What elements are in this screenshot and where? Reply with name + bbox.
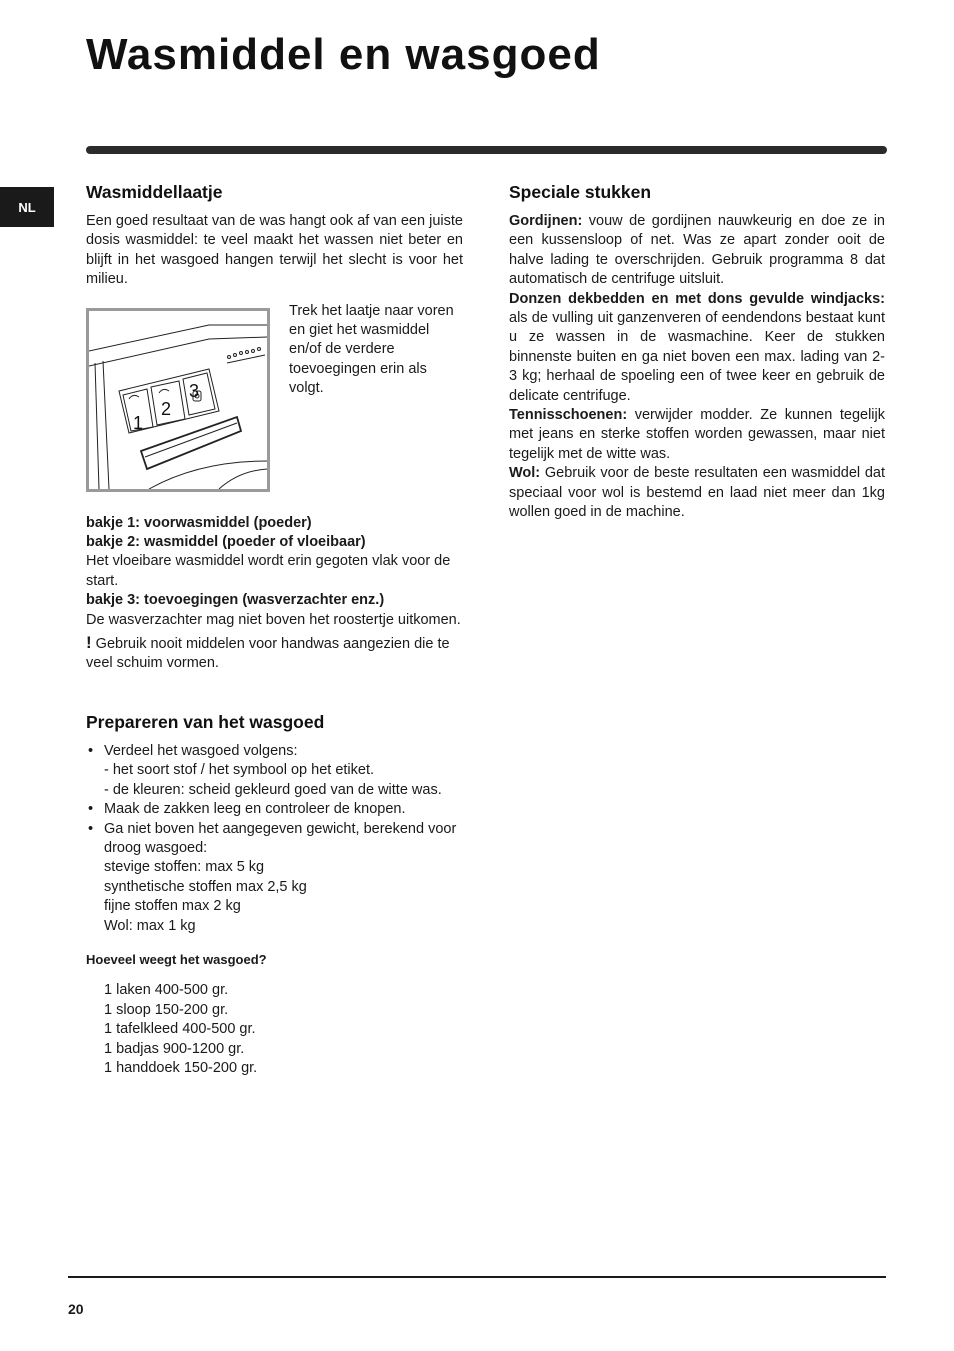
list-item-text: Verdeel het wasgoed volgens: [104,742,298,759]
curtains-text: vouw de gordijnen nauwkeurig en doe ze in een kussensloop of net. Was ze apart zonder ooit de halve lading te overschrijden. Gebruik programma 8 dat automatisch de centrifuge uitsluit. [509,213,885,288]
tray-number-1: 1 [133,412,144,433]
section-heading-preparing: Prepareren van het wasgoed [86,711,325,732]
limit-line: synthetische stoffen max 2,5 kg [104,878,307,895]
list-item [86,742,463,761]
list-item [86,820,463,936]
weight-line: 1 handdoek 150-200 gr. [104,1059,258,1076]
special-duvets [509,290,885,406]
title-rule [86,146,887,154]
detergent-drawer-figure [86,308,270,492]
weights-list [104,981,463,1078]
tray-3-note: De wasverzachter mag niet boven het roostertje uitkomen. [86,611,461,628]
duvets-text: als de vulling uit ganzenveren of eendendons bestaat kunt u ze wassen in de wasmachine. Keer de stukken binnenste buiten en ga niet boven een max. lading van 2-3 kg; herhaal de spoeling een of twee keer en gebruik de delicate centrifuge. [509,310,885,404]
tray-number-2: 2 [161,398,172,419]
bullet-icon: • [88,820,94,837]
special-tennis [509,406,885,464]
right-column [509,180,885,523]
left-column [86,180,463,1078]
limit-line: fijne stoffen max 2 kg [104,898,241,915]
warning-text: Gebruik nooit middelen voor handwas aangezien die te veel schuim vormen. [86,636,450,672]
language-tab: NL [0,187,54,227]
warning-note [86,633,463,674]
bullet-icon: • [88,801,94,818]
bullet-icon: • [88,742,94,759]
weight-line: 1 tafelkleed 400-500 gr. [104,1021,256,1038]
tray-number-3: 3 [189,380,200,401]
term-tennis: Tennisschoenen: [509,407,628,424]
limit-line: stevige stoffen: max 5 kg [104,859,265,876]
tray-2-note: Het vloeibare wasmiddel wordt erin gegoten vlak voor de start. [86,553,451,589]
weight-line: 1 laken 400-500 gr. [104,982,229,999]
limit-line: Wol: max 1 kg [104,917,196,934]
tray-3-label: bakje 3: toevoegingen (wasverzachter enz.) [86,592,385,609]
weights-heading: Hoeveel weegt het wasgoed? [86,951,267,967]
sub-item: - het soort stof / het symbool op het etiket. [104,762,374,779]
special-wool [509,464,885,522]
term-duvets: Donzen dekbedden en met dons gevulde windjacks: [509,290,885,307]
list-item-text: Maak de zakken leeg en controleer de knopen. [104,801,406,818]
preparing-list-cont [86,800,463,936]
preparing-section [86,710,463,1079]
weight-line: 1 sloop 150-200 gr. [104,1001,229,1018]
page-number: 20 [68,1301,84,1317]
figure-caption: Trek het laatje naar voren en giet het wasmiddel en/of de verdere toevoegingen erin als volgt. [289,302,454,397]
section-heading-special-items: Speciale stukken [509,182,652,202]
tennis-text: verwijder modder. Ze kunnen tegelijk met jeans en sterke stoffen worden gewassen, maar niet tegelijk met de witte was. [509,407,885,462]
weight-line: 1 badjas 900-1200 gr. [104,1040,245,1057]
sub-item: - de kleuren: scheid gekleurd goed van de witte was. [104,781,442,798]
special-curtains [509,212,885,290]
section-heading-detergent-drawer: Wasmiddellaatje [86,182,223,202]
tray-1-label: bakje 1: voorwasmiddel (poeder) [86,514,312,531]
tray-2-label: bakje 2: wasmiddel (poeder of vloeibaar) [86,534,366,551]
list-item [86,800,463,819]
detergent-intro: Een goed resultaat van de was hangt ook af van een juiste dosis wasmiddel: te veel maakt het wassen niet beter en blijft in het wasgoed hangen terwijl het slecht is voor het milieu. [86,213,463,288]
list-item-text: Ga niet boven het aangegeven gewicht, berekend voor droog wasgoed: [104,820,457,856]
footer-rule [68,1276,886,1278]
page-title: Wasmiddel en wasgoed [86,30,601,79]
term-wool: Wol: [509,465,541,482]
detergent-drawer-illustration [89,311,267,489]
preparing-list [86,742,463,761]
wool-text: Gebruik voor de beste resultaten een wasmiddel dat speciaal voor wol is bestemd en laad niet meer dan 1kg wollen goed in de machine. [509,465,885,521]
term-curtains: Gordijnen: [509,213,583,229]
drawer-figure-row [86,302,463,492]
tray-list [86,514,463,674]
warning-icon: ! [86,633,92,653]
